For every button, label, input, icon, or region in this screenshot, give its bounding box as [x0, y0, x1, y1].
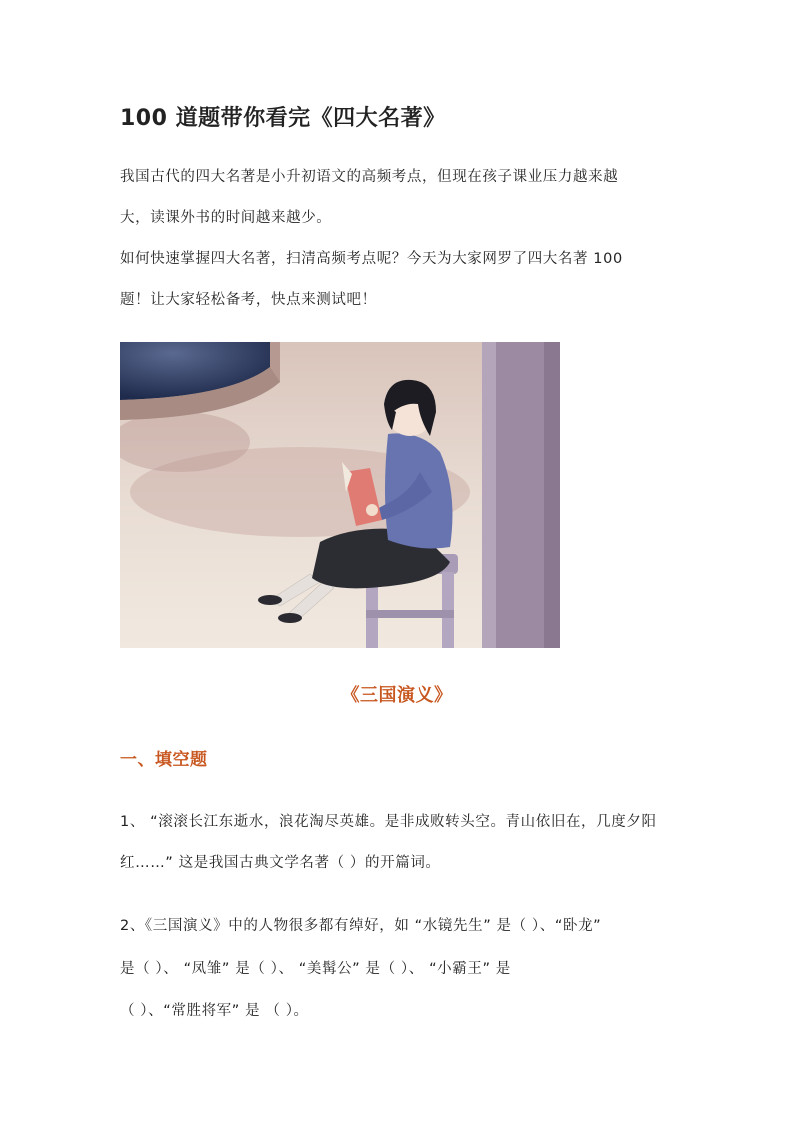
girl-reading-illustration: [120, 342, 560, 648]
intro-line-2: 大，读课外书的时间越来越少。: [120, 210, 332, 226]
question-2-line-3: （ ）、“常胜将军” 是 （ ）。: [120, 1003, 309, 1019]
question-1-line-1: 1、 “滚滚长江东逝水，浪花淘尽英雄。是非成败转头空。青山依旧在，几度夕阳: [120, 814, 657, 830]
question-1-line-2: 红……” 这是我国古典文学名著（ ）的开篇词。: [120, 855, 441, 871]
section-subtitle: 一、填空题: [120, 750, 208, 770]
section-title: 《三国演义》: [341, 685, 453, 706]
intro-line-4: 题！让大家轻松备考，快点来测试吧！: [120, 292, 377, 308]
question-2-line-2: 是（ ）、 “凤雏” 是（ ）、 “美髯公” 是（ ）、 “小霸王” 是: [120, 961, 511, 977]
intro-line-3: 如何快速掌握四大名著，扫清高频考点呢？今天为大家网罗了四大名著 100: [120, 251, 623, 267]
article-title: 100 道题带你看完《四大名著》: [120, 106, 446, 131]
intro-line-1: 我国古代的四大名著是小升初语文的高频考点，但现在孩子课业压力越来越: [120, 169, 619, 185]
question-2-line-1: 2、《三国演义》中的人物很多都有绰好，如 “水镜先生” 是（ ）、“卧龙”: [120, 918, 602, 934]
